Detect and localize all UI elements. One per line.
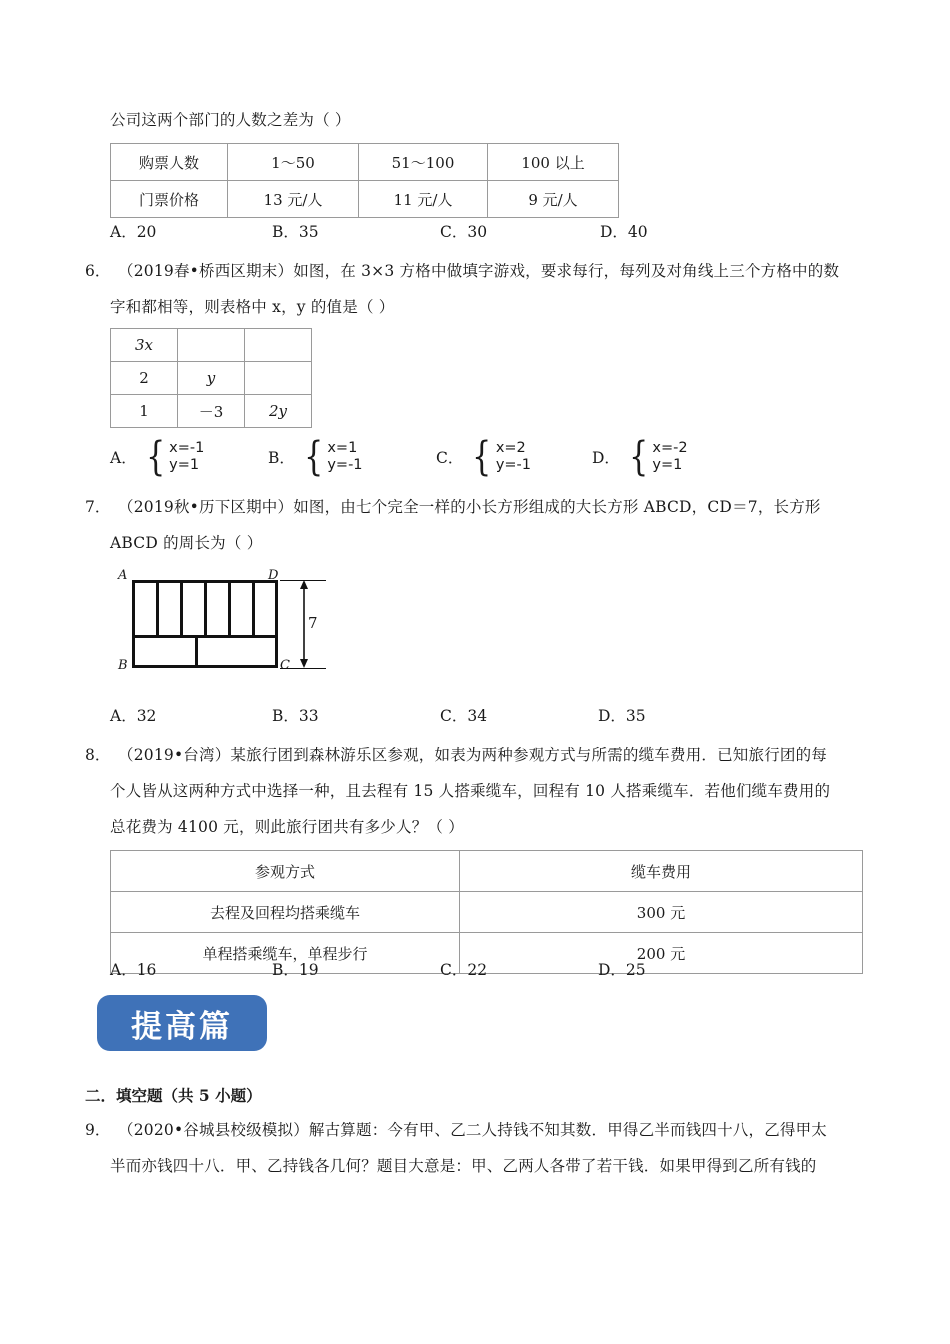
q8-option-c[interactable]: C．22 bbox=[440, 961, 488, 979]
left-brace-icon: { bbox=[304, 434, 324, 480]
table-cell: 200 元 bbox=[460, 933, 863, 974]
outer-rectangle bbox=[132, 580, 278, 668]
table-cell bbox=[245, 329, 312, 362]
q5-option-a[interactable]: A．20 bbox=[110, 223, 157, 241]
q8-number: 8． bbox=[85, 746, 111, 764]
q9-stem-line1: （2020•谷城县校级模拟）解古算题：今有甲、乙二人持钱不知其数．甲得乙半而钱四十八，乙得甲太 bbox=[118, 1121, 827, 1139]
table-cell: 门票价格 bbox=[111, 181, 228, 218]
q5-option-d[interactable]: D．40 bbox=[600, 223, 648, 241]
vertex-label-b: B bbox=[118, 658, 128, 673]
equation-system bbox=[327, 440, 362, 474]
left-brace-icon: { bbox=[145, 434, 165, 480]
extension-line-bottom bbox=[280, 668, 326, 669]
left-brace-icon: { bbox=[472, 434, 492, 480]
table-cell: 11 元/人 bbox=[359, 181, 488, 218]
equation-line: x=-1 bbox=[169, 440, 205, 456]
equation-line: y=-1 bbox=[327, 457, 363, 473]
q8-option-a[interactable]: A．16 bbox=[110, 961, 157, 979]
equation-line: y=1 bbox=[169, 457, 200, 473]
q6-stem-line1: （2019春•桥西区期末）如图，在 3×3 方格中做填字游戏，要求每行，每列及对角线上三个方格中的数 bbox=[118, 262, 840, 280]
q7-option-b[interactable]: B．33 bbox=[272, 707, 319, 725]
table-row bbox=[111, 329, 312, 362]
table-cell: 去程及回程均搭乘缆车 bbox=[111, 892, 460, 933]
table-cell: 单程搭乘缆车，单程步行 bbox=[111, 933, 460, 974]
table-row bbox=[111, 892, 863, 933]
equation-system bbox=[496, 440, 531, 474]
table-row bbox=[111, 395, 312, 428]
q9-stem-line2: 半而亦钱四十八．甲、乙持钱各几何？题目大意是：甲、乙两人各带了若干钱．如果甲得到乙所有钱的 bbox=[110, 1157, 817, 1175]
equation-line: x=1 bbox=[327, 440, 358, 456]
q6-option-c[interactable] bbox=[436, 434, 532, 480]
table-row bbox=[111, 181, 619, 218]
option-label: B． bbox=[268, 449, 295, 467]
left-brace-icon: { bbox=[629, 434, 649, 480]
q8-stem-line2: 个人皆从这两种方式中选择一种，且去程有 15 人搭乘缆车，回程有 10 人搭乘缆车．若他们缆车费用的 bbox=[110, 782, 831, 800]
ticket-price-table bbox=[110, 143, 619, 218]
table-header-row bbox=[111, 851, 863, 892]
table-cell: y bbox=[178, 362, 245, 395]
table-header-cell: 缆车费用 bbox=[460, 851, 863, 892]
inner-vertical-cell bbox=[207, 583, 231, 635]
q5-option-b[interactable]: B．35 bbox=[272, 223, 319, 241]
table-header-cell: 参观方式 bbox=[111, 851, 460, 892]
bottom-cell-divider bbox=[195, 635, 198, 665]
equation-line: x=-2 bbox=[652, 440, 688, 456]
q7-number: 7． bbox=[85, 498, 111, 516]
q5-stem-tail: 公司这两个部门的人数之差为（ ） bbox=[110, 111, 351, 129]
q7-option-d[interactable]: D．35 bbox=[598, 707, 646, 725]
equation-line: y=-1 bbox=[495, 457, 532, 473]
q5-option-c[interactable]: C．30 bbox=[440, 223, 488, 241]
vertex-label-d: D bbox=[268, 568, 279, 583]
table-cell: 2 bbox=[111, 362, 178, 395]
q6-option-a[interactable] bbox=[110, 434, 205, 480]
option-label: C． bbox=[436, 449, 464, 467]
inner-vertical-cell bbox=[183, 583, 207, 635]
table-row bbox=[111, 362, 312, 395]
table-cell bbox=[178, 329, 245, 362]
q6-number: 6． bbox=[85, 262, 111, 280]
equation-system bbox=[652, 440, 687, 474]
table-cell: 1 bbox=[111, 395, 178, 428]
q9-number: 9． bbox=[85, 1121, 111, 1139]
q6-option-d[interactable] bbox=[592, 434, 688, 480]
option-label: A． bbox=[110, 449, 137, 467]
section-heading: 二．填空题（共 5 小题） bbox=[85, 1086, 262, 1105]
q7-stem-line2: ABCD 的周长为（ ） bbox=[110, 534, 263, 552]
table-cell: 3x bbox=[111, 329, 178, 362]
table-cell: 2y bbox=[245, 395, 312, 428]
cable-fee-table bbox=[110, 850, 863, 974]
q7-option-a[interactable]: A．32 bbox=[110, 707, 157, 725]
q8-stem-line1: （2019•台湾）某旅行团到森林游乐区参观，如表为两种参观方式与所需的缆车费用．已知旅行团的每 bbox=[118, 746, 827, 764]
table-cell: 300 元 bbox=[460, 892, 863, 933]
option-label: D． bbox=[592, 449, 620, 467]
equation-line: y=1 bbox=[652, 457, 683, 473]
magic-square-table bbox=[110, 328, 312, 428]
table-row bbox=[111, 144, 619, 181]
horizontal-divider bbox=[135, 635, 275, 638]
rectangle-figure bbox=[110, 570, 330, 678]
table-cell: 购票人数 bbox=[111, 144, 228, 181]
q7-stem-line1: （2019秋•历下区期中）如图，由七个完全一样的小长方形组成的大长方形 ABCD，CD＝7，长方形 bbox=[118, 498, 821, 516]
q6-option-b[interactable] bbox=[268, 434, 363, 480]
equation-line: x=2 bbox=[495, 440, 526, 456]
table-cell: 13 元/人 bbox=[228, 181, 359, 218]
q8-option-b[interactable]: B．19 bbox=[272, 961, 319, 979]
inner-vertical-cell bbox=[135, 583, 159, 635]
inner-vertical-cell bbox=[231, 583, 255, 635]
q8-option-d[interactable]: D．25 bbox=[598, 961, 646, 979]
section-banner bbox=[97, 995, 267, 1051]
table-cell: 9 元/人 bbox=[488, 181, 619, 218]
q8-stem-line3: 总花费为 4100 元，则此旅行团共有多少人？（ ） bbox=[110, 818, 464, 836]
vertex-label-c: C bbox=[280, 658, 290, 673]
inner-vertical-cell bbox=[159, 583, 183, 635]
table-cell: －3 bbox=[178, 395, 245, 428]
q7-option-c[interactable]: C．34 bbox=[440, 707, 488, 725]
table-cell bbox=[245, 362, 312, 395]
table-cell: 51～100 bbox=[359, 144, 488, 181]
table-cell: 1～50 bbox=[228, 144, 359, 181]
dimension-value: 7 bbox=[308, 614, 318, 632]
equation-system bbox=[169, 440, 204, 474]
q6-stem-line2: 字和都相等，则表格中 x，y 的值是（ ） bbox=[110, 298, 395, 316]
vertex-label-a: A bbox=[118, 568, 128, 583]
table-cell: 100 以上 bbox=[488, 144, 619, 181]
banner-label: 提高篇 bbox=[131, 1008, 233, 1045]
